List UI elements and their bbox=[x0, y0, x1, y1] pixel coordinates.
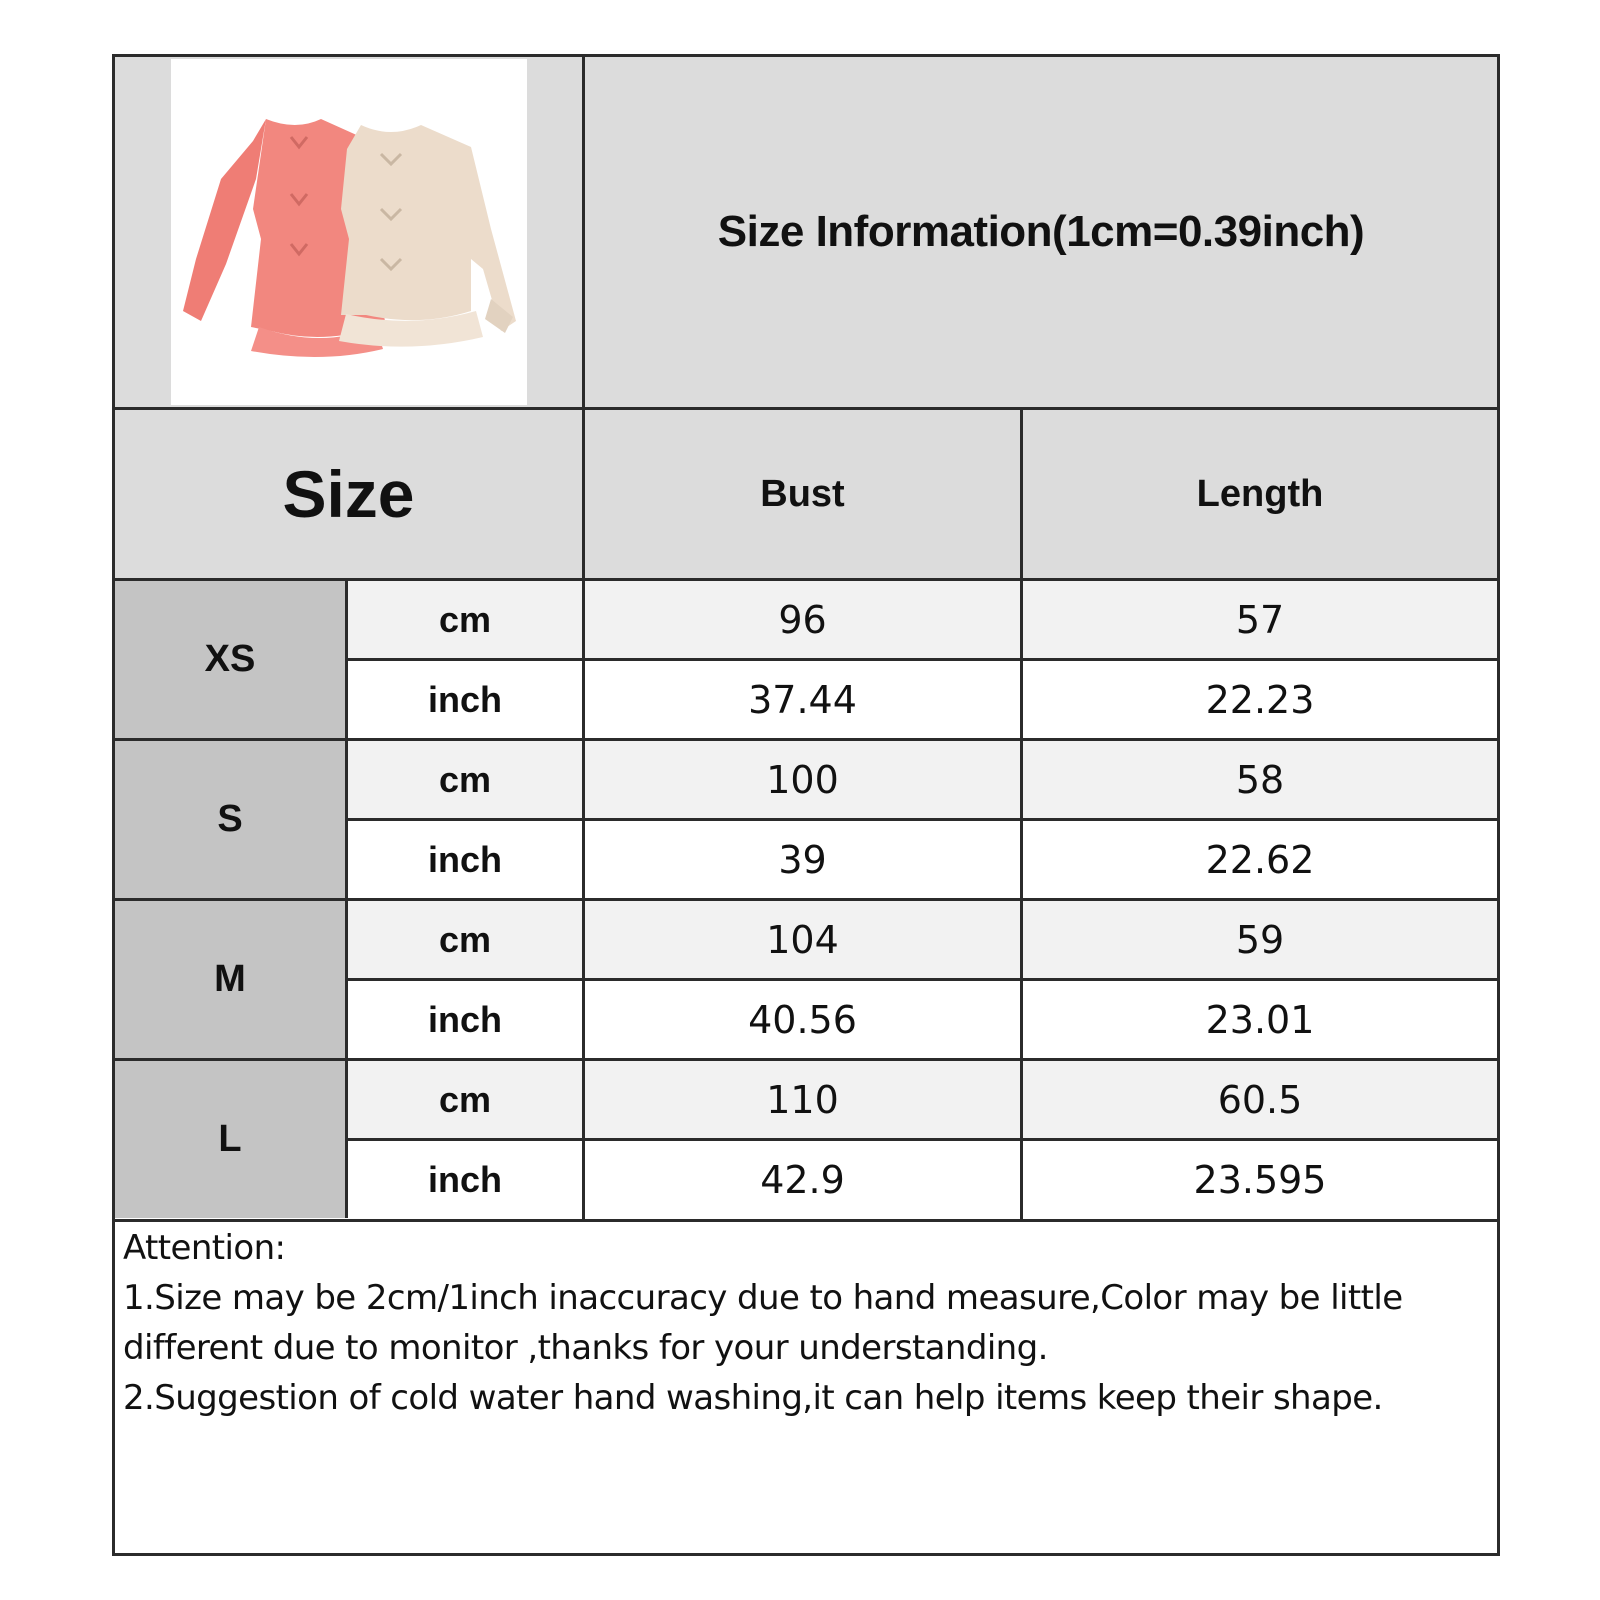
size-label: M bbox=[214, 958, 246, 1000]
unit: cm bbox=[438, 1078, 492, 1120]
bust-column-header: Bust bbox=[585, 410, 1020, 578]
unit-cell bbox=[348, 581, 582, 658]
size-label: L bbox=[218, 1118, 242, 1160]
length-value-cell bbox=[1023, 661, 1497, 738]
size-label-cell bbox=[115, 901, 345, 1058]
unit: inch bbox=[427, 1158, 502, 1200]
bust-value: 110 bbox=[766, 1077, 839, 1122]
unit-cell bbox=[348, 821, 582, 898]
length-value: 59 bbox=[1235, 917, 1285, 962]
unit-cell bbox=[348, 981, 582, 1058]
bust-value: 40.56 bbox=[748, 997, 857, 1042]
bust-value: 42.9 bbox=[760, 1157, 845, 1202]
length-value: 58 bbox=[1235, 757, 1285, 802]
unit: inch bbox=[427, 838, 502, 880]
size-column-header: Size bbox=[115, 410, 582, 578]
size-label: XS bbox=[204, 638, 256, 680]
bust-value: 104 bbox=[766, 917, 839, 962]
length-value-cell bbox=[1023, 821, 1497, 898]
length-value: 23.595 bbox=[1193, 1157, 1327, 1202]
bust-value: 37.44 bbox=[748, 677, 857, 722]
notes-line-2: 2.Suggestion of cold water hand washing,it can help items keep their shape. bbox=[123, 1378, 1383, 1418]
length-value: 22.62 bbox=[1205, 837, 1315, 882]
bust-value: 96 bbox=[778, 597, 827, 642]
length-value: 22.23 bbox=[1205, 677, 1315, 722]
unit-cell bbox=[348, 1141, 582, 1218]
attention-notes bbox=[123, 1223, 1489, 1423]
unit-cell bbox=[348, 741, 582, 818]
unit: cm bbox=[438, 598, 492, 640]
bust-value-cell bbox=[585, 901, 1020, 978]
unit: cm bbox=[438, 758, 492, 800]
bust-value: 100 bbox=[766, 757, 839, 802]
page-title: Size Information(1cm=0.39inch) bbox=[717, 207, 1365, 256]
length-value: 57 bbox=[1235, 597, 1285, 642]
header-panel bbox=[585, 57, 1497, 407]
bust-value-cell bbox=[585, 741, 1020, 818]
length-value: 23.01 bbox=[1205, 997, 1315, 1042]
bust-value-cell bbox=[585, 1141, 1020, 1218]
size-label-cell bbox=[115, 581, 345, 738]
unit: inch bbox=[427, 678, 502, 720]
size-label-cell bbox=[115, 741, 345, 898]
bust-value-cell bbox=[585, 581, 1020, 658]
unit: inch bbox=[427, 998, 502, 1040]
notes-line-1: 1.Size may be 2cm/1inch inaccuracy due to hand measure,Color may be little different due to monitor ,thanks for your understanding. bbox=[123, 1278, 1413, 1368]
image-panel bbox=[115, 57, 582, 407]
length-value-cell bbox=[1023, 581, 1497, 658]
length-value: 60.5 bbox=[1217, 1077, 1303, 1122]
length-value-cell bbox=[1023, 981, 1497, 1058]
size-label: S bbox=[217, 798, 243, 840]
bust-value-cell bbox=[585, 981, 1020, 1058]
unit: cm bbox=[438, 918, 492, 960]
length-column-header: Length bbox=[1023, 410, 1497, 578]
length-value-cell bbox=[1023, 901, 1497, 978]
length-value-cell bbox=[1023, 1141, 1497, 1218]
bust-value-cell bbox=[585, 1061, 1020, 1138]
unit-cell bbox=[348, 1061, 582, 1138]
length-value-cell bbox=[1023, 1061, 1497, 1138]
notes-heading: Attention: bbox=[123, 1228, 286, 1268]
size-chart bbox=[112, 54, 1500, 1556]
beige-blouse-icon bbox=[339, 125, 516, 347]
bust-value: 39 bbox=[778, 837, 827, 882]
divider bbox=[115, 1219, 1497, 1222]
bust-value-cell bbox=[585, 821, 1020, 898]
unit-cell bbox=[348, 901, 582, 978]
unit-cell bbox=[348, 661, 582, 738]
bust-value-cell bbox=[585, 661, 1020, 738]
blouse-illustration bbox=[171, 59, 527, 405]
product-photo bbox=[171, 59, 527, 405]
length-value-cell bbox=[1023, 741, 1497, 818]
size-label-cell bbox=[115, 1061, 345, 1218]
